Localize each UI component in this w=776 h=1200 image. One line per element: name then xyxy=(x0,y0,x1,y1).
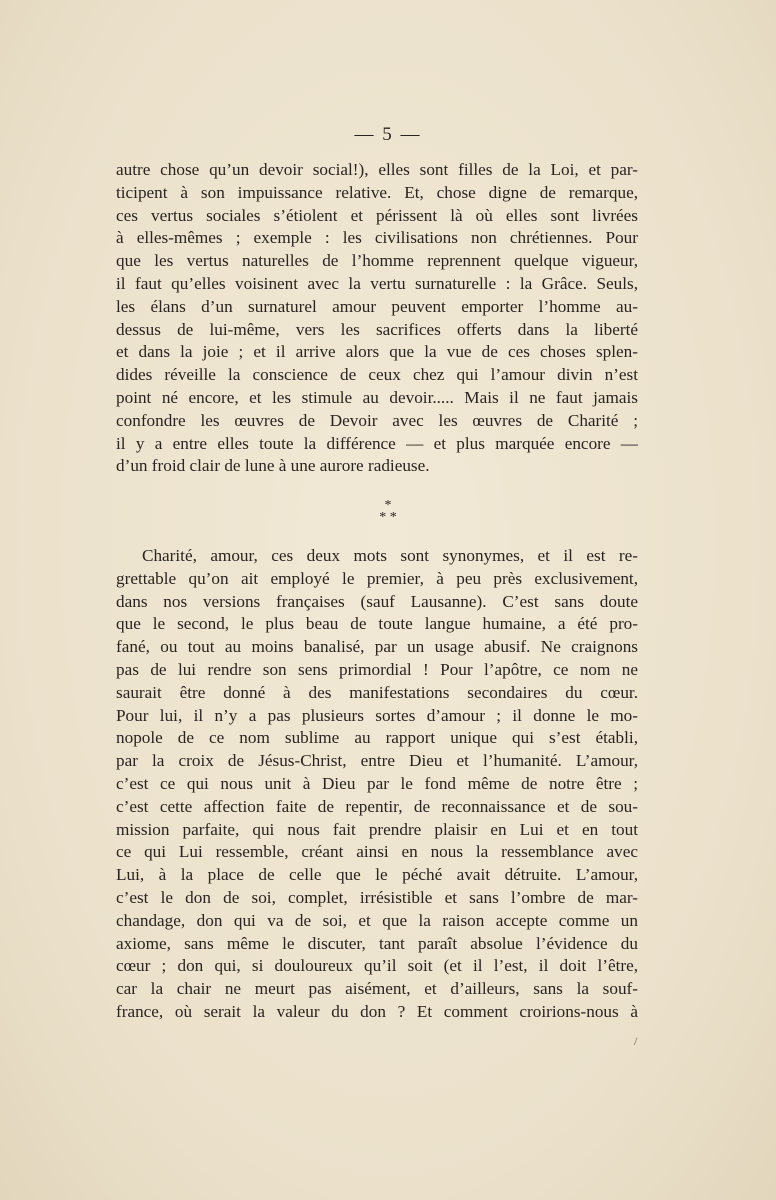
text-line: à elles-mêmes ; exemple : les civilisations non chrétiennes. Pour xyxy=(116,228,638,248)
margin-pencil-mark: / xyxy=(634,1034,638,1048)
asterism-top: * xyxy=(384,498,392,513)
text-line: chandage, don qui va de soi, et que la raison accepte comme un xyxy=(116,910,638,930)
text-line: il faut qu’elles voisinent avec la vertu surnaturelle : la Grâce. Seuls, xyxy=(116,273,638,293)
text-line: fané, ou tout au moins banalisé, par un usage abusif. Ne craignons xyxy=(116,637,638,657)
text-line: que les vertus naturelles de l’homme reprennent quelque vigueur, xyxy=(116,251,638,271)
text-line: confondre les œuvres de Devoir avec les œuvres de Charité ; xyxy=(116,410,638,430)
text-line: pas de lui rendre son sens primordial ! Pour l’apôtre, ce nom ne xyxy=(116,659,638,679)
text-line: les élans d’un surnaturel amour peuvent emporter l’homme au- xyxy=(116,296,638,316)
text-line: que le second, le plus beau de toute langue humaine, a été pro- xyxy=(116,614,638,634)
text-line: car la chair ne meurt pas aisément, et d’ailleurs, sans la souf- xyxy=(116,979,638,999)
text-line: axiome, sans même le discuter, tant paraît absolue l’évidence du xyxy=(116,933,638,953)
text-line: Lui, à la place de celle que le péché avait détruite. L’amour, xyxy=(116,865,638,885)
text-line: il y a entre elles toute la différence — et plus marquée encore — xyxy=(116,433,638,453)
text-line: et dans la joie ; et il arrive alors que la vue de ces choses splen- xyxy=(116,342,638,362)
text-line: saurait être donné à des manifestations secondaires du cœur. xyxy=(116,682,638,702)
text-line: c’est ce qui nous unit à Dieu par le fond même de notre être ; xyxy=(116,773,638,793)
text-line: autre chose qu’un devoir social!), elles sont filles de la Loi, et par- xyxy=(116,160,638,179)
page-number: — 5 — xyxy=(354,124,422,145)
text-line: ces vertus sociales s’étiolent et périssent là où elles sont livrées xyxy=(116,205,638,225)
text-line: point né encore, et les stimule au devoir..... Mais il ne faut jamais xyxy=(116,387,638,407)
text-line: ticipent à son impuissance relative. Et, chose digne de remarque, xyxy=(116,182,638,202)
text-line: dans nos versions françaises (sauf Lausanne). C’est sans doute xyxy=(116,591,638,611)
paragraph-charite xyxy=(116,545,638,1024)
asterism-bottom: * * xyxy=(379,510,397,525)
section-asterism xyxy=(0,500,776,524)
text-line: mission parfaite, qui nous fait prendre plaisir en Lui et en tout xyxy=(116,819,638,839)
text-line: nopole de ce nom sublime au rapport unique qui s’est établi, xyxy=(116,728,638,748)
text-line: dessus de lui-même, vers les sacrifices offerts dans la liberté xyxy=(116,319,638,339)
text-line: Charité, amour, ces deux mots sont synonymes, et il est re- xyxy=(142,546,638,565)
text-line: grettable qu’on ait employé le premier, à peu près exclusivement, xyxy=(116,568,638,588)
text-line: d’un froid clair de lune à une aurore radieuse. xyxy=(116,456,430,476)
text-line: c’est cette affection faite de repentir, de reconnaissance et de sou- xyxy=(116,796,638,816)
text-line: c’est le don de soi, complet, irrésistible et sans l’ombre de mar- xyxy=(116,887,638,907)
text-line: cœur ; don qui, si douloureux qu’il soit (et il l’est, il doit l’être, xyxy=(116,956,638,976)
text-line: Pour lui, il n’y a pas plusieurs sortes d’amour ; il donne le mo- xyxy=(116,705,638,725)
paragraph-continuation xyxy=(116,159,638,478)
text-line: par la croix de Jésus-Christ, entre Dieu et l’humanité. L’amour, xyxy=(116,751,638,771)
text-line: france, où serait la valeur du don ? Et comment croirions-nous à xyxy=(116,1001,638,1021)
text-line: dides réveille la conscience de ceux chez qui l’amour divin n’est xyxy=(116,365,638,385)
text-line: ce qui Lui ressemble, créant ainsi en nous la ressemblance avec xyxy=(116,842,638,862)
